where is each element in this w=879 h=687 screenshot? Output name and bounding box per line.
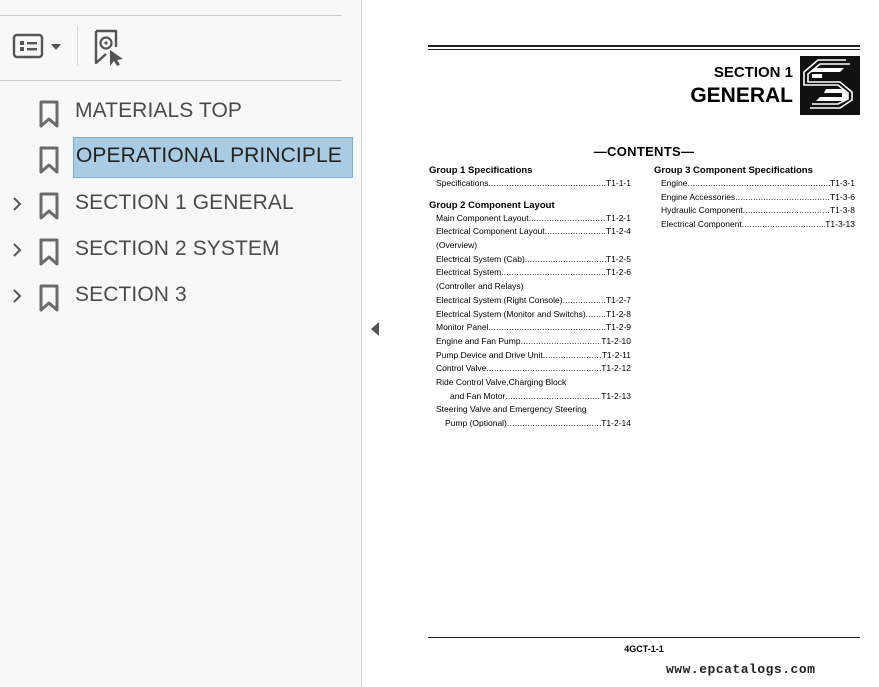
toc-leader-dots	[586, 308, 606, 322]
toc-entry-text: Steering Valve and Emergency Steering	[436, 404, 587, 415]
toc-entry-page: T1-2-5	[605, 253, 631, 264]
toc-entry-page: T1-2-14	[601, 418, 631, 428]
panel-top-divider	[0, 15, 342, 16]
toc-entry[interactable]	[429, 212, 631, 226]
toc-entry-text: Engine and Fan Pump	[436, 335, 521, 346]
toc-entry[interactable]	[429, 376, 631, 390]
toc-entry[interactable]	[429, 239, 631, 253]
bookmark-icon	[38, 192, 60, 220]
toc-entry-text: Electrical Component	[661, 219, 742, 230]
toc-entry-page: T1-2-7	[605, 294, 631, 305]
toc-entry-text: Pump (Optional)	[445, 418, 507, 428]
toc-entry-text: Electrical System (Cab)	[436, 253, 525, 264]
toc-leader-dots	[501, 266, 606, 280]
toc-entry-page: T1-3-6	[829, 191, 855, 202]
bookmark-item[interactable]	[0, 229, 355, 271]
toc-entry-text: Engine Accessories	[661, 191, 736, 202]
toc-entry-text: Electrical System (Monitor and Switchs)	[436, 308, 586, 319]
toc-leader-dots	[743, 204, 830, 218]
toc-leader-dots	[543, 349, 602, 363]
toc-entry[interactable]	[654, 177, 855, 191]
toc-entry-text: Monitor Panel	[436, 322, 489, 333]
toc-entry-page: T1-1-1	[605, 178, 631, 188]
toc-entry-text: Specifications	[436, 178, 489, 188]
toc-entry[interactable]	[429, 308, 631, 322]
toc-entry[interactable]	[429, 253, 631, 267]
toc-entry-page: T1-3-8	[829, 205, 855, 216]
bookmark-icon	[38, 146, 60, 174]
toc-entry[interactable]	[429, 266, 631, 280]
bookmark-item[interactable]	[0, 91, 355, 133]
toc-leader-dots	[735, 191, 830, 205]
bookmark-icon	[38, 100, 60, 128]
bookmark-label[interactable]: SECTION 3	[75, 283, 187, 306]
toc-entry-page: T1-3-13	[825, 219, 855, 230]
toc-entry-text: Electrical System (Right Console)	[436, 294, 563, 305]
toc-leader-dots	[505, 390, 601, 404]
watermark: www.epcatalogs.com	[666, 662, 816, 677]
bookmark-label[interactable]: SECTION 1 GENERAL	[75, 191, 294, 214]
toc-entry-text: Hydraulic Component	[661, 205, 743, 216]
bookmark-label[interactable]: SECTION 2 SYSTEM	[75, 237, 280, 260]
toolbar-divider	[77, 26, 78, 66]
toc-entry-page: T1-3-1	[829, 178, 855, 188]
toc-entry[interactable]	[429, 177, 631, 191]
collapse-panel-button[interactable]	[369, 321, 381, 337]
bookmark-options-button[interactable]	[12, 32, 66, 62]
toc-leader-dots	[507, 417, 601, 431]
toc-entry-page: T1-2-1	[605, 212, 631, 223]
find-bookmark-icon	[92, 29, 128, 67]
document-page	[390, 0, 879, 687]
bookmark-item[interactable]	[0, 275, 355, 317]
toc-entry-page: T1-2-9	[605, 322, 631, 333]
toc-entry[interactable]	[429, 280, 631, 294]
toc-entry-text: Pump Device and Drive Unit	[436, 349, 543, 360]
toc-entry[interactable]	[429, 294, 631, 308]
bookmark-item[interactable]	[0, 137, 355, 179]
toc-entry-page: T1-2-11	[601, 349, 631, 360]
toc-entry-text: Electrical Component Layout	[436, 226, 545, 237]
chevron-right-icon[interactable]	[8, 287, 26, 305]
toc-leader-dots	[563, 294, 606, 308]
toc-leader-dots	[687, 177, 829, 191]
toc-entry[interactable]	[429, 225, 631, 239]
chevron-right-icon[interactable]	[8, 195, 26, 213]
toc-column-left	[429, 164, 631, 431]
toc-leader-dots	[545, 225, 606, 239]
bookmark-icon	[38, 284, 60, 312]
toc-entry-text: Engine	[661, 178, 688, 188]
header-rule-thin	[428, 49, 860, 50]
toc-leader-dots	[529, 212, 606, 226]
group-spacer	[429, 191, 631, 199]
toc-entry[interactable]	[429, 403, 631, 417]
toc-entry-page: T1-2-4	[605, 226, 631, 237]
toc-entry[interactable]	[429, 362, 631, 376]
toc-entry[interactable]	[429, 390, 631, 404]
toc-entry-text: Electrical System	[436, 267, 502, 278]
toc-leader-dots	[486, 362, 601, 376]
toc-entry-text: Control Valve	[436, 363, 487, 374]
toc-entry-text: Ride Control Valve,Charging Block	[436, 376, 567, 387]
find-current-bookmark-button[interactable]	[92, 29, 128, 67]
toc-group-title: Group 3 Component Specifications	[654, 165, 813, 176]
toc-entry-text: Main Component Layout	[436, 212, 529, 223]
footer-rule	[428, 637, 860, 638]
toc-entry-page: T1-2-8	[605, 308, 631, 319]
toc-entry-page: T1-2-13	[601, 390, 631, 401]
toc-entry-text: (Overview)	[436, 240, 478, 251]
toc-entry-text: and Fan Motor	[450, 390, 506, 401]
toc-entry-text: (Controller and Relays)	[436, 281, 524, 292]
toc-leader-dots	[488, 177, 606, 191]
toc-leader-dots	[521, 335, 602, 349]
list-options-icon	[12, 32, 66, 62]
bookmark-label[interactable]: OPERATIONAL PRINCIPLE	[73, 137, 353, 178]
bookmark-label[interactable]: MATERIALS TOP	[75, 99, 243, 122]
toc-entry-page: T1-2-6	[605, 267, 631, 278]
section-logo	[800, 56, 860, 115]
toc-entry[interactable]	[429, 349, 631, 363]
toc-leader-dots	[525, 253, 606, 267]
toc-entry[interactable]	[429, 321, 631, 335]
chevron-right-icon[interactable]	[8, 241, 26, 259]
toc-entry[interactable]	[429, 335, 631, 349]
toc-entry[interactable]	[654, 204, 855, 218]
toc-entry[interactable]	[429, 417, 631, 431]
toc-group-title: Group 2 Component Layout	[429, 199, 555, 211]
chevron-down-icon	[51, 44, 61, 50]
contents-heading: —CONTENTS—	[593, 144, 695, 159]
bookmark-item[interactable]	[0, 183, 355, 225]
toc-entry-page: T1-2-10	[601, 335, 631, 346]
bookmarks-panel	[0, 0, 362, 687]
collapse-left-icon	[369, 321, 381, 337]
toc-entry[interactable]	[654, 191, 855, 205]
toc-entry[interactable]	[654, 218, 855, 232]
toc-entry-page: T1-2-12	[601, 363, 631, 374]
section-label: SECTION 1	[713, 64, 793, 81]
toc-group-title: Group 1 Specifications	[429, 165, 533, 176]
toc-leader-dots	[742, 218, 825, 232]
section-title: GENERAL	[690, 84, 793, 107]
toc-column-right	[654, 164, 855, 232]
toolbar-bottom-divider	[0, 80, 342, 81]
toc-leader-dots	[488, 321, 606, 335]
bookmark-icon	[38, 238, 60, 266]
header-rule	[428, 45, 860, 47]
page-number: 4GCT-1-1	[624, 644, 664, 654]
